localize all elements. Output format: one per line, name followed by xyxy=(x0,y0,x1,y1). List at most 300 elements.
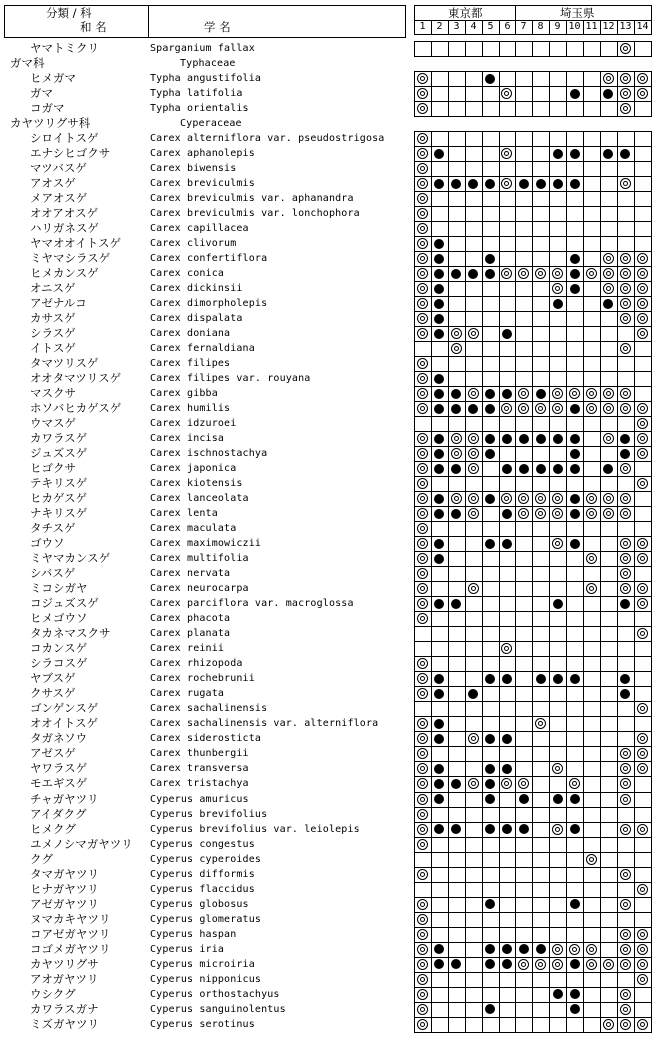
species-japanese-name: ヒゴクサ xyxy=(30,461,76,475)
double-circle-mark xyxy=(417,523,428,534)
double-circle-mark xyxy=(620,929,631,940)
filled-circle-mark xyxy=(468,269,478,279)
site-number: 12 xyxy=(602,21,615,32)
double-circle-mark xyxy=(620,253,631,264)
family-scientific-name: Typhaceae xyxy=(180,58,236,69)
grid-col-line xyxy=(499,71,500,116)
double-circle-mark xyxy=(501,88,512,99)
double-circle-mark xyxy=(637,328,648,339)
species-scientific-name: Carex kiotensis xyxy=(150,478,243,489)
species-japanese-name: ウシクグ xyxy=(30,987,76,1001)
double-circle-mark xyxy=(603,403,614,414)
grid-col-line xyxy=(431,131,432,1032)
double-circle-mark xyxy=(417,388,428,399)
grid-col-line xyxy=(566,41,567,56)
filled-circle-mark xyxy=(536,674,546,684)
filled-circle-mark xyxy=(502,944,512,954)
filled-circle-mark xyxy=(434,764,444,774)
double-circle-mark xyxy=(417,899,428,910)
filled-circle-mark xyxy=(485,539,495,549)
double-circle-mark xyxy=(637,418,648,429)
double-circle-mark xyxy=(535,403,546,414)
filled-circle-mark xyxy=(570,284,580,294)
species-japanese-name: ナキリスゲ xyxy=(30,506,88,520)
grid-col-line xyxy=(583,71,584,116)
site-number: 4 xyxy=(470,21,477,32)
species-scientific-name: Carex thunbergii xyxy=(150,748,249,759)
double-circle-mark xyxy=(417,508,428,519)
double-circle-mark xyxy=(417,298,428,309)
double-circle-mark xyxy=(417,959,428,970)
double-circle-mark xyxy=(552,268,563,279)
species-japanese-name: アオスゲ xyxy=(30,176,76,190)
grid-col-line xyxy=(651,41,652,56)
double-circle-mark xyxy=(620,313,631,324)
filled-circle-mark xyxy=(502,389,512,399)
species-japanese-name: オオイトスゲ xyxy=(30,716,98,730)
double-circle-mark xyxy=(620,568,631,579)
filled-circle-mark xyxy=(570,149,580,159)
double-circle-mark xyxy=(620,43,631,54)
species-japanese-name: アオガヤツリ xyxy=(30,972,99,986)
species-japanese-name: モエギスゲ xyxy=(30,776,88,790)
double-circle-mark xyxy=(637,944,648,955)
species-japanese-name: カサスゲ xyxy=(30,311,76,325)
filled-circle-mark xyxy=(502,824,512,834)
double-circle-mark xyxy=(620,778,631,789)
filled-circle-mark xyxy=(570,449,580,459)
double-circle-mark xyxy=(637,268,648,279)
double-circle-mark xyxy=(417,223,428,234)
double-circle-mark xyxy=(620,944,631,955)
double-circle-mark xyxy=(552,959,563,970)
species-japanese-name: ヤワラスゲ xyxy=(30,761,88,775)
filled-circle-mark xyxy=(451,404,461,414)
filled-circle-mark xyxy=(434,239,444,249)
filled-circle-mark xyxy=(485,764,495,774)
double-circle-mark xyxy=(586,388,597,399)
species-japanese-name: ミズガヤツリ xyxy=(30,1017,99,1031)
double-circle-mark xyxy=(417,809,428,820)
species-japanese-name: アイダクグ xyxy=(30,807,87,821)
double-circle-mark xyxy=(603,433,614,444)
filled-circle-mark xyxy=(570,179,580,189)
filled-circle-mark xyxy=(434,674,444,684)
filled-circle-mark xyxy=(570,509,580,519)
species-japanese-name: ヤマオオイトスゲ xyxy=(30,236,121,250)
filled-circle-mark xyxy=(519,794,529,804)
species-scientific-name: Carex reinii xyxy=(150,643,225,654)
double-circle-mark xyxy=(637,628,648,639)
species-scientific-name: Sparganium fallax xyxy=(150,43,255,54)
filled-circle-mark xyxy=(570,824,580,834)
double-circle-mark xyxy=(417,328,428,339)
filled-circle-mark xyxy=(434,554,444,564)
species-scientific-name: Carex doniana xyxy=(150,328,231,339)
species-scientific-name: Carex transversa xyxy=(150,763,249,774)
double-circle-mark xyxy=(637,448,648,459)
double-circle-mark xyxy=(417,673,428,684)
double-circle-mark xyxy=(417,763,428,774)
filled-circle-mark xyxy=(603,149,613,159)
double-circle-mark xyxy=(620,268,631,279)
filled-circle-mark xyxy=(570,464,580,474)
filled-circle-mark xyxy=(434,494,444,504)
double-circle-mark xyxy=(552,508,563,519)
grid-col-line xyxy=(482,131,483,1032)
filled-circle-mark xyxy=(434,314,444,324)
filled-circle-mark xyxy=(434,509,444,519)
double-circle-mark xyxy=(620,538,631,549)
filled-circle-mark xyxy=(620,674,630,684)
filled-circle-mark xyxy=(451,389,461,399)
filled-circle-mark xyxy=(502,539,512,549)
species-scientific-name: Cyperus iria xyxy=(150,944,225,955)
double-circle-mark xyxy=(620,583,631,594)
filled-circle-mark xyxy=(451,179,461,189)
double-circle-mark xyxy=(586,268,597,279)
filled-circle-mark xyxy=(485,434,495,444)
filled-circle-mark xyxy=(620,434,630,444)
filled-circle-mark xyxy=(620,689,630,699)
double-circle-mark xyxy=(518,268,529,279)
filled-circle-mark xyxy=(434,149,444,159)
species-scientific-name: Carex filipes var. rouyana xyxy=(150,373,311,384)
species-japanese-name: ヒメクグ xyxy=(30,822,76,836)
species-japanese-name: ヒメガマ xyxy=(30,71,76,85)
double-circle-mark xyxy=(637,313,648,324)
filled-circle-mark xyxy=(485,944,495,954)
double-circle-mark xyxy=(620,88,631,99)
species-japanese-name: コゴメガヤツリ xyxy=(30,942,111,956)
double-circle-mark xyxy=(468,778,479,789)
species-scientific-name: Carex rochebrunii xyxy=(150,673,255,684)
filled-circle-mark xyxy=(553,674,563,684)
filled-circle-mark xyxy=(570,989,580,999)
double-circle-mark xyxy=(417,1019,428,1030)
species-scientific-name: Carex neurocarpa xyxy=(150,583,249,594)
species-scientific-name: Carex dimorpholepis xyxy=(150,298,268,309)
species-scientific-name: Cyperus microiria xyxy=(150,959,255,970)
double-circle-mark xyxy=(569,388,580,399)
species-scientific-name: Cyperus sanguinolentus xyxy=(150,1004,286,1015)
double-circle-mark xyxy=(501,178,512,189)
filled-circle-mark xyxy=(434,299,444,309)
double-circle-mark xyxy=(417,824,428,835)
double-circle-mark xyxy=(620,283,631,294)
double-circle-mark xyxy=(451,343,462,354)
species-scientific-name: Typha angustifolia xyxy=(150,73,262,84)
species-japanese-name: タガネソウ xyxy=(30,731,88,745)
double-circle-mark xyxy=(620,989,631,1000)
header-grid-bottom xyxy=(414,34,652,35)
double-circle-mark xyxy=(501,493,512,504)
grid-col-line xyxy=(515,71,516,116)
double-circle-mark xyxy=(417,268,428,279)
double-circle-mark xyxy=(603,493,614,504)
filled-circle-mark xyxy=(451,779,461,789)
grid-col-line xyxy=(549,41,550,56)
double-circle-mark xyxy=(468,328,479,339)
filled-circle-mark xyxy=(570,494,580,504)
double-circle-mark xyxy=(620,748,631,759)
grid-col-line xyxy=(465,71,466,116)
species-scientific-name: Cyperus nipponicus xyxy=(150,974,262,985)
species-scientific-name: Carex breviculmis xyxy=(150,178,255,189)
double-circle-mark xyxy=(637,538,648,549)
double-circle-mark xyxy=(637,403,648,414)
double-circle-mark xyxy=(417,373,428,384)
double-circle-mark xyxy=(552,493,563,504)
grid-col-line xyxy=(651,71,652,116)
filled-circle-mark xyxy=(485,449,495,459)
double-circle-mark xyxy=(417,658,428,669)
species-japanese-name: カヤツリグサ xyxy=(30,957,99,971)
site-number: 1 xyxy=(419,21,426,32)
double-circle-mark xyxy=(417,718,428,729)
species-japanese-name: タマガヤツリ xyxy=(30,867,99,881)
site-number: 10 xyxy=(568,21,581,32)
grid-col-line xyxy=(465,131,466,1032)
grid-col-line xyxy=(448,41,449,56)
double-circle-mark xyxy=(518,508,529,519)
species-japanese-name: ウマスゲ xyxy=(30,416,76,430)
species-scientific-name: Carex dispalata xyxy=(150,313,243,324)
double-circle-mark xyxy=(417,583,428,594)
filled-circle-mark xyxy=(434,959,444,969)
filled-circle-mark xyxy=(485,674,495,684)
filled-circle-mark xyxy=(502,509,512,519)
double-circle-mark xyxy=(468,433,479,444)
double-circle-mark xyxy=(637,733,648,744)
species-japanese-name: シラスゲ xyxy=(30,326,76,340)
filled-circle-mark xyxy=(434,794,444,804)
species-scientific-name: Carex planata xyxy=(150,628,231,639)
double-circle-mark xyxy=(620,794,631,805)
header-divider xyxy=(148,5,149,38)
grid-col-line xyxy=(617,131,618,1032)
filled-circle-mark xyxy=(553,464,563,474)
double-circle-mark xyxy=(417,163,428,174)
double-circle-mark xyxy=(620,1004,631,1015)
species-japanese-name: テキリスゲ xyxy=(30,476,88,490)
double-circle-mark xyxy=(637,884,648,895)
filled-circle-mark xyxy=(468,179,478,189)
grid-col-line xyxy=(549,131,550,1032)
double-circle-mark xyxy=(620,508,631,519)
header-grid-top xyxy=(414,5,652,6)
grid-col-line xyxy=(634,41,635,56)
double-circle-mark xyxy=(417,613,428,624)
site-number: 5 xyxy=(487,21,494,32)
species-scientific-name: Carex japonica xyxy=(150,463,237,474)
grid-col-line xyxy=(532,131,533,1032)
species-japanese-name: ヒメカンスゲ xyxy=(30,266,99,280)
filled-circle-mark xyxy=(434,719,444,729)
site-number: 8 xyxy=(537,21,544,32)
species-japanese-name: ヒメゴウソ xyxy=(30,611,88,625)
grid-col-line xyxy=(600,41,601,56)
double-circle-mark xyxy=(637,974,648,985)
double-circle-mark xyxy=(468,733,479,744)
double-circle-mark xyxy=(637,298,648,309)
grid-col-line xyxy=(566,71,567,116)
double-circle-mark xyxy=(552,283,563,294)
species-japanese-name: マスクサ xyxy=(30,386,76,400)
species-scientific-name: Carex lenta xyxy=(150,508,218,519)
double-circle-mark xyxy=(603,73,614,84)
species-scientific-name: Carex aphanolepis xyxy=(150,148,255,159)
double-circle-mark xyxy=(417,103,428,114)
double-circle-mark xyxy=(620,388,631,399)
filled-circle-mark xyxy=(519,434,529,444)
species-scientific-name: Carex clivorum xyxy=(150,238,237,249)
header-saitama: 埼玉県 xyxy=(560,6,595,20)
grid-row-line xyxy=(414,56,652,57)
filled-circle-mark xyxy=(570,1004,580,1014)
grid-col-line xyxy=(414,41,415,56)
double-circle-mark xyxy=(451,493,462,504)
double-circle-mark xyxy=(620,298,631,309)
double-circle-mark xyxy=(569,778,580,789)
double-circle-mark xyxy=(637,253,648,264)
site-number: 7 xyxy=(520,21,527,32)
double-circle-mark xyxy=(637,959,648,970)
filled-circle-mark xyxy=(434,944,444,954)
double-circle-mark xyxy=(552,538,563,549)
double-circle-mark xyxy=(586,583,597,594)
double-circle-mark xyxy=(518,959,529,970)
filled-circle-mark xyxy=(570,794,580,804)
double-circle-mark xyxy=(603,508,614,519)
species-japanese-name: アゼガヤツリ xyxy=(30,897,99,911)
double-circle-mark xyxy=(637,88,648,99)
double-circle-mark xyxy=(603,253,614,264)
filled-circle-mark xyxy=(451,599,461,609)
filled-circle-mark xyxy=(434,824,444,834)
double-circle-mark xyxy=(417,553,428,564)
species-scientific-name: Cyperus glomeratus xyxy=(150,914,262,925)
double-circle-mark xyxy=(417,238,428,249)
species-scientific-name: Carex siderosticta xyxy=(150,733,262,744)
filled-circle-mark xyxy=(451,464,461,474)
species-japanese-name: アゼスゲ xyxy=(30,746,76,760)
double-circle-mark xyxy=(637,433,648,444)
double-circle-mark xyxy=(586,403,597,414)
double-circle-mark xyxy=(417,914,428,925)
double-circle-mark xyxy=(468,463,479,474)
site-number: 2 xyxy=(436,21,443,32)
filled-circle-mark xyxy=(485,959,495,969)
grid-row-line xyxy=(414,116,652,117)
species-japanese-name: コアゼガヤツリ xyxy=(30,927,111,941)
filled-circle-mark xyxy=(570,539,580,549)
filled-circle-mark xyxy=(451,824,461,834)
filled-circle-mark xyxy=(434,689,444,699)
filled-circle-mark xyxy=(570,404,580,414)
double-circle-mark xyxy=(620,763,631,774)
grid-col-line xyxy=(651,131,652,1032)
double-circle-mark xyxy=(417,493,428,504)
species-scientific-name: Carex phacota xyxy=(150,613,231,624)
species-scientific-name: Carex parciflora var. macroglossa xyxy=(150,598,354,609)
filled-circle-mark xyxy=(434,269,444,279)
species-japanese-name: マツバスゲ xyxy=(30,161,87,175)
species-scientific-name: Carex capillacea xyxy=(150,223,249,234)
filled-circle-mark xyxy=(502,959,512,969)
species-scientific-name: Carex rhizopoda xyxy=(150,658,243,669)
species-scientific-name: Cyperus orthostachyus xyxy=(150,989,280,1000)
filled-circle-mark xyxy=(553,794,563,804)
filled-circle-mark xyxy=(519,944,529,954)
filled-circle-mark xyxy=(502,434,512,444)
filled-circle-mark xyxy=(570,434,580,444)
double-circle-mark xyxy=(518,403,529,414)
double-circle-mark xyxy=(637,748,648,759)
double-circle-mark xyxy=(620,824,631,835)
double-circle-mark xyxy=(620,178,631,189)
double-circle-mark xyxy=(603,1019,614,1030)
filled-circle-mark xyxy=(434,779,444,789)
double-circle-mark xyxy=(501,778,512,789)
double-circle-mark xyxy=(552,403,563,414)
filled-circle-mark xyxy=(502,734,512,744)
filled-circle-mark xyxy=(485,779,495,789)
species-japanese-name: ヒカゲスゲ xyxy=(30,491,88,505)
double-circle-mark xyxy=(417,253,428,264)
filled-circle-mark xyxy=(485,794,495,804)
species-scientific-name: Carex ischnostachya xyxy=(150,448,268,459)
species-scientific-name: Cyperus haspan xyxy=(150,929,237,940)
double-circle-mark xyxy=(468,508,479,519)
filled-circle-mark xyxy=(485,824,495,834)
species-scientific-name: Cyperus difformis xyxy=(150,869,255,880)
species-japanese-name: ミコシガヤ xyxy=(30,581,88,595)
species-japanese-name: コカンスゲ xyxy=(30,641,88,655)
family-name: ガマ科 xyxy=(10,56,45,70)
filled-circle-mark xyxy=(519,824,529,834)
grid-col-line xyxy=(566,131,567,1032)
species-japanese-name: ハリガネスゲ xyxy=(30,221,99,235)
double-circle-mark xyxy=(637,73,648,84)
species-japanese-name: ホソバヒカゲスゲ xyxy=(30,401,122,415)
grid-col-line xyxy=(634,71,635,116)
double-circle-mark xyxy=(586,944,597,955)
site-number: 9 xyxy=(554,21,561,32)
double-circle-mark xyxy=(552,824,563,835)
species-japanese-name: クグ xyxy=(30,852,53,866)
site-number: 3 xyxy=(453,21,460,32)
grid-col-line xyxy=(499,131,500,1032)
species-japanese-name: カワラスゲ xyxy=(30,431,88,445)
double-circle-mark xyxy=(417,944,428,955)
double-circle-mark xyxy=(417,448,428,459)
filled-circle-mark xyxy=(536,389,546,399)
double-circle-mark xyxy=(552,944,563,955)
double-circle-mark xyxy=(417,929,428,940)
filled-circle-mark xyxy=(519,464,529,474)
double-circle-mark xyxy=(620,103,631,114)
species-scientific-name: Typha orientalis xyxy=(150,103,249,114)
filled-circle-mark xyxy=(434,179,444,189)
species-japanese-name: クサスゲ xyxy=(30,686,76,700)
double-circle-mark xyxy=(417,478,428,489)
double-circle-mark xyxy=(417,598,428,609)
filled-circle-mark xyxy=(603,464,613,474)
filled-circle-mark xyxy=(536,434,546,444)
species-scientific-name: Carex filipes xyxy=(150,358,231,369)
double-circle-mark xyxy=(586,553,597,564)
